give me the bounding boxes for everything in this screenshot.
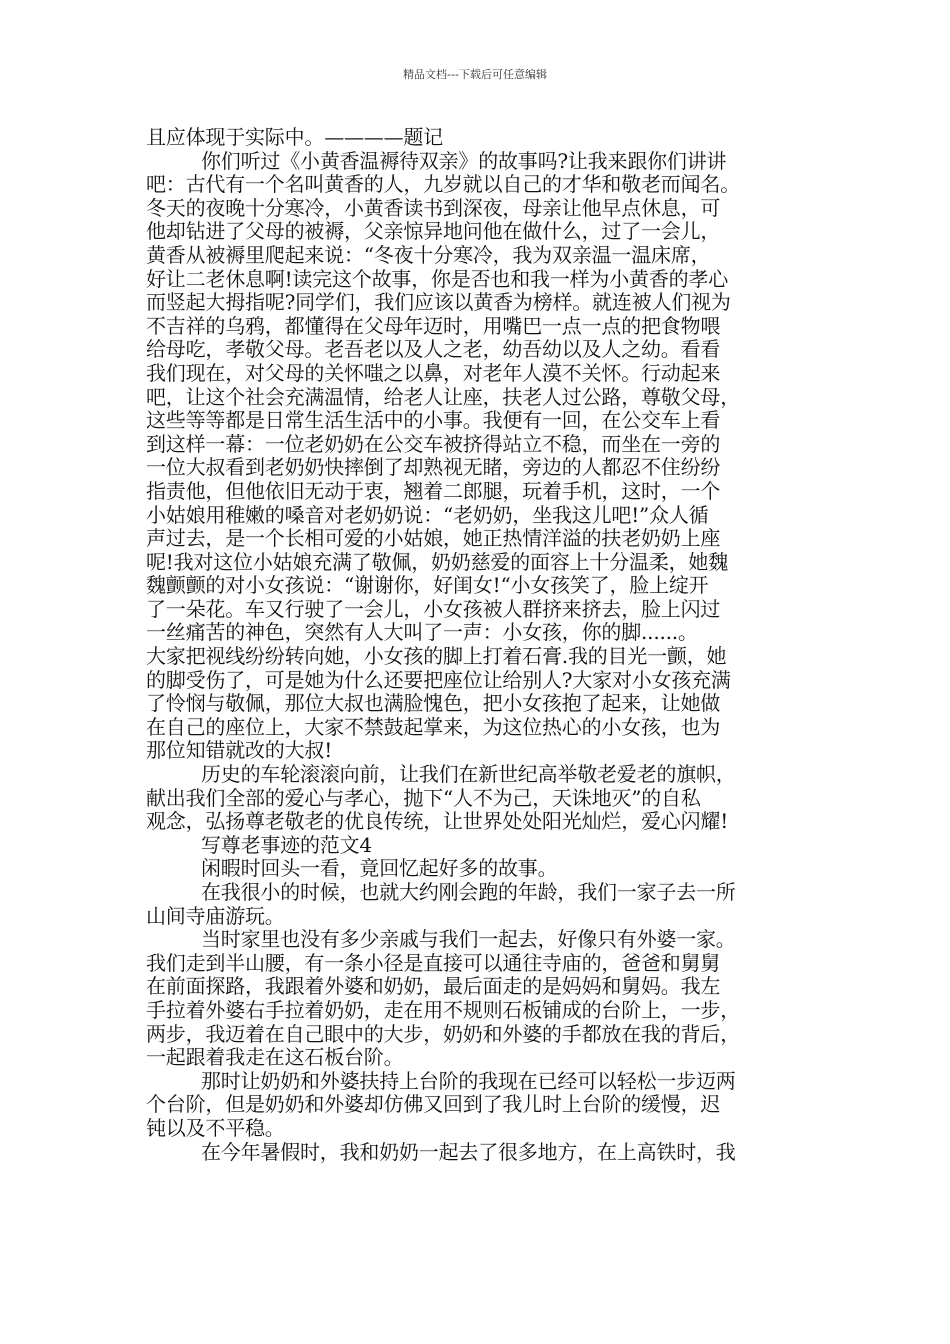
document-body: [146, 126, 816, 1164]
text-line: 的脚受伤了，可是她为什么还要把座位让给别人?大家对小女孩充满: [146, 667, 731, 692]
text-line: 一丝痛苦的神色，突然有人大叫了一声：小女孩，你的脚......。: [146, 620, 698, 645]
text-line: 声过去，是一个长相可爱的小姑娘，她正热情洋溢的扶老奶奶上座: [146, 526, 721, 551]
text-line: 大家把视线纷纷转向她，小女孩的脚上打着石膏.我的目光一颤，她: [146, 644, 727, 669]
text-line: 闲暇时回头一看，竟回忆起好多的故事。: [201, 856, 558, 881]
text-line: 给母吃，孝敬父母。老吾老以及人之老，幼吾幼以及人之幼。看看: [146, 337, 721, 362]
text-line: 个台阶，但是奶奶和外婆却仿佛又回到了我儿时上台阶的缓慢，迟: [146, 1092, 721, 1117]
text-line: 呢!我对这位小姑娘充满了敬佩，奶奶慈爱的面容上十分温柔，她魏: [146, 549, 729, 574]
text-line: 历史的车轮滚滚向前，让我们在新世纪高举敬老爱老的旗帜，: [201, 762, 736, 787]
text-line: 到这样一幕：一位老奶奶在公交车被挤得站立不稳，而坐在一旁的: [146, 431, 721, 456]
text-line: 在自己的座位上，大家不禁鼓起掌来，为这位热心的小女孩，也为: [146, 714, 721, 739]
text-line: 魏颤颤的对小女孩说：“谢谢你，好闺女!“小女孩笑了，脸上绽开: [146, 573, 709, 598]
text-line: 好让二老休息啊!读完这个故事，你是否也和我一样为小黄香的孝心: [146, 266, 729, 291]
text-line: 当时家里也没有多少亲戚与我们一起去，好像只有外婆一家。: [201, 927, 736, 952]
text-line: 山间寺庙游玩。: [146, 903, 285, 928]
text-line: 而竖起大拇指呢?同学们，我们应该以黄香为榜样。就连被人们视为: [146, 290, 731, 315]
text-line: 一起跟着我走在这石板台阶。: [146, 1045, 404, 1070]
text-line: 他却钻进了父母的被褥，父亲惊异地问他在做什么，过了一会儿，: [146, 219, 721, 244]
text-line: 那时让奶奶和外婆扶持上台阶的我现在已经可以轻松一步迈两: [201, 1068, 736, 1093]
text-line: 在我很小的时候，也就大约刚会跑的年龄，我们一家子去一所: [201, 880, 736, 904]
text-line: 我们现在，对父母的关怀嗤之以鼻，对老年人漠不关怀。行动起来: [146, 360, 721, 385]
text-line: 冬天的夜晚十分寒冷，小黄香读书到深夜，母亲让他早点休息，可: [146, 195, 721, 220]
text-line: 了怜悯与敬佩，那位大叔也满脸愧色，把小女孩抱了起来，让她做: [146, 691, 721, 716]
text-line: 在前面探路，我跟着外婆和奶奶，最后面走的是妈妈和舅妈。我左: [146, 974, 721, 999]
text-line: 我们走到半山腰，有一条小径是直接可以通往寺庙的，爸爸和舅舅: [146, 950, 721, 975]
text-line: 那位知错就改的大叔!: [146, 738, 333, 763]
text-line: 献出我们全部的爱心与孝心，抛下“人不为己，天诛地灭”的自私: [146, 785, 701, 810]
text-line: 你们听过《小黄香温褥待双亲》的故事吗?让我来跟你们讲讲: [201, 148, 727, 173]
text-line: 观念，弘扬尊老敬老的优良传统，让世界处处阳光灿烂，爱心闪耀!: [146, 809, 729, 834]
text-line: 不吉祥的乌鸦，都懂得在父母年迈时，用嘴巴一点一点的把食物喂: [146, 313, 721, 338]
text-line: 指责他，但他依旧无动于衷，翘着二郎腿，玩着手机，这时，一个: [146, 478, 721, 503]
text-line: 写尊老事迹的范文4: [201, 832, 372, 857]
text-line: 在今年暑假时，我和奶奶一起去了很多地方，在上高铁时，我: [201, 1139, 736, 1164]
text-line: 一位大叔看到老奶奶快摔倒了却熟视无睹，旁边的人都忍不住纷纷: [146, 455, 721, 480]
text-line: 黄香从被褥里爬起来说：“冬夜十分寒冷，我为双亲温一温床席，: [146, 242, 711, 267]
text-line: 了一朵花。车又行驶了一会儿，小女孩被人群挤来挤去，脸上闪过: [146, 596, 721, 621]
text-line: 吧，让这个社会充满温情，给老人让座，扶老人过公路，尊敬父母，: [146, 384, 740, 409]
text-line: 这些等等都是日常生活生活中的小事。我便有一回，在公交车上看: [146, 408, 721, 433]
text-line: 两步，我迈着在自己眼中的大步，奶奶和外婆的手都放在我的背后，: [146, 1021, 740, 1046]
text-line: 钝以及不平稳。: [146, 1115, 285, 1140]
page-header: 精品文档---下载后可任意编辑: [403, 68, 547, 81]
text-line: 吧：古代有一个名叫黄香的人，九岁就以自己的才华和敬老而闻名。: [146, 172, 740, 197]
text-line: 且应体现于实际中。————题记: [146, 125, 443, 149]
text-line: 小姑娘用稚嫩的嗓音对老奶奶说：“老奶奶，坐我这儿吧!”众人循: [146, 502, 709, 527]
text-line: 手拉着外婆右手拉着奶奶，走在用不规则石板铺成的台阶上，一步，: [146, 997, 740, 1022]
